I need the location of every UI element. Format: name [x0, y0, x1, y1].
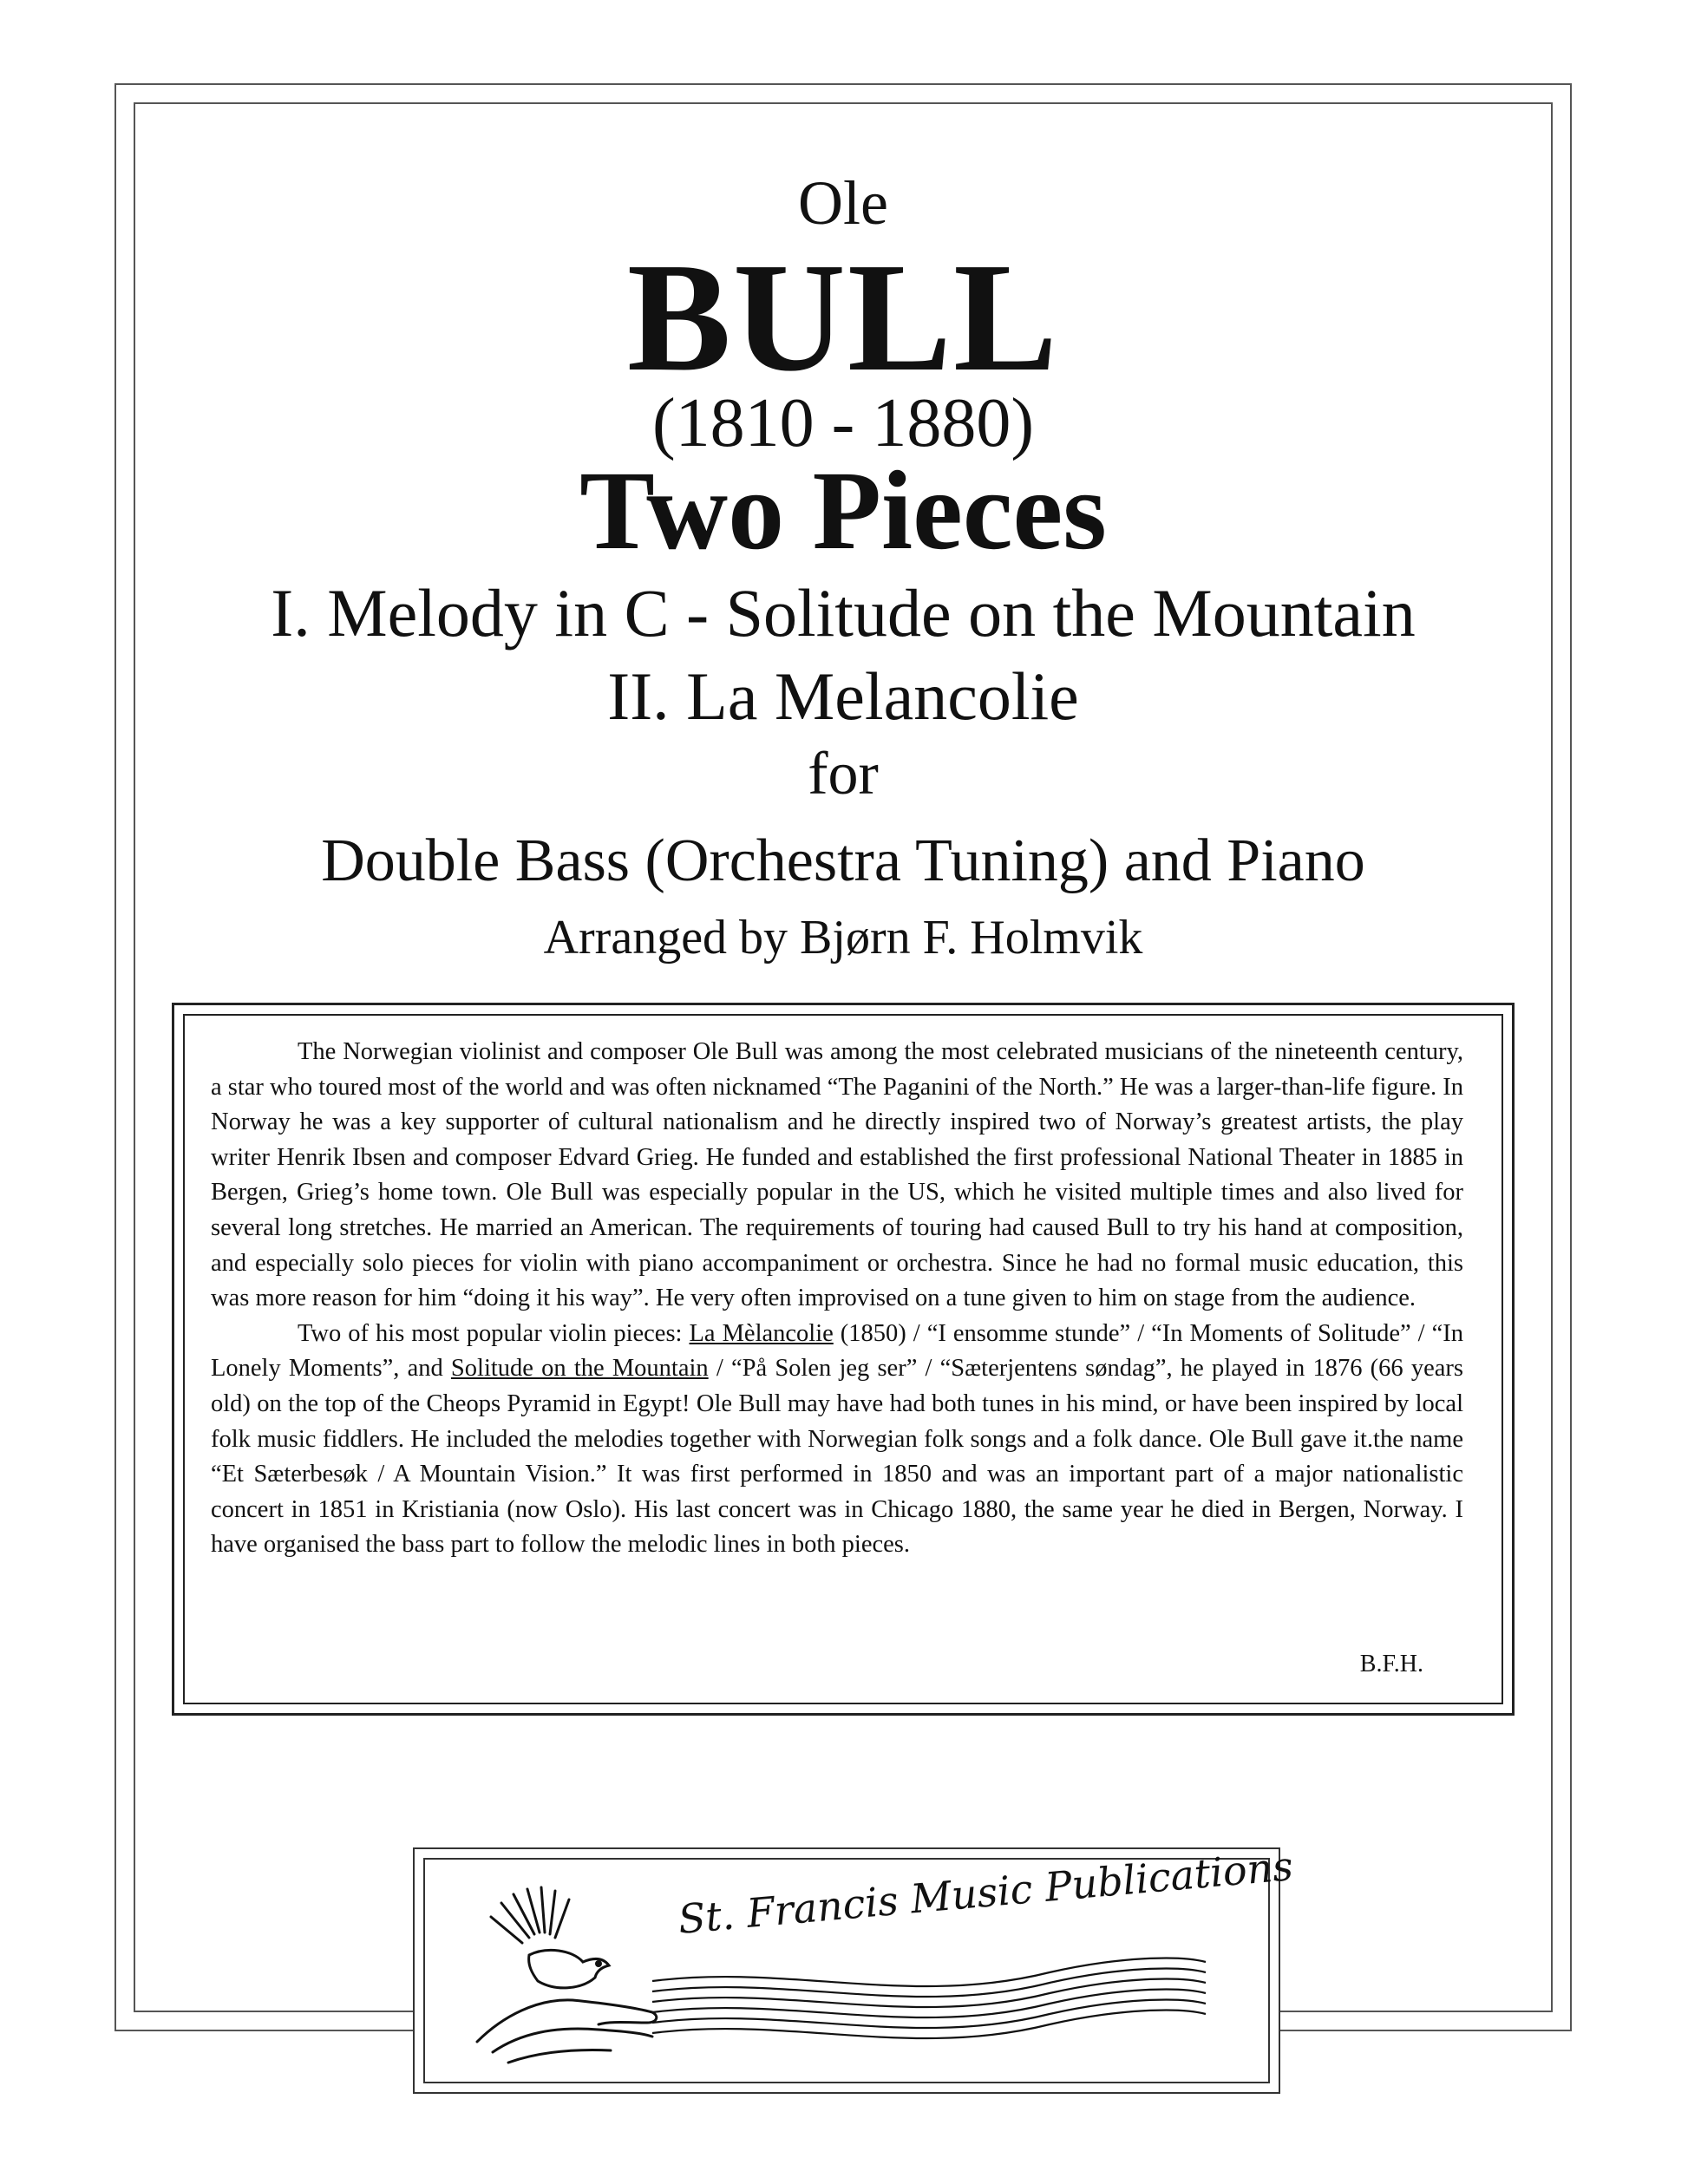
notes-paragraph-2 [211, 1317, 1463, 1563]
notes-p2-middle: (1850) / “I ensomme stunde” / “In Moments of Solitude” / “In Lonely Moments”, and [211, 1319, 1463, 1383]
work-title: Two Pieces [579, 448, 1107, 573]
notes-signature: B.F.H. [1359, 1651, 1423, 1677]
composer-first-name: Ole [798, 168, 888, 238]
program-notes-box [172, 1003, 1515, 1716]
for-label: for [808, 741, 879, 808]
instrumentation: Double Bass (Orchestra Tuning) and Piano [321, 827, 1365, 894]
publisher-name: St. Francis Music Publications [676, 1842, 1295, 1943]
piece-title-solitude: Solitude on the Mountain [450, 1355, 709, 1383]
program-notes-inner [183, 1014, 1503, 1704]
piece-title-la-melancolie: La Mèlancolie [689, 1319, 834, 1347]
composer-last-name: BULL [626, 231, 1060, 403]
composer-dates: (1810 - 1880) [652, 385, 1034, 461]
publisher-logo-inner [423, 1842, 1295, 2083]
movement-1-title: I. Melody in C - Solitude on the Mountain [271, 575, 1416, 651]
notes-paragraph-1: The Norwegian violinist and composer Ole Bull was among the most celebrated musicians of the nineteenth century, a star who toured most of the world and was often nicknamed “The Paganini of the North.” He was a larger-than-life figure. In Norway he was a key supporter of cultural nationalism and he directly inspired two of Norway’s greatest artists, the play writer Henrik Ibsen and composer Edvard Grieg. He funded and established the first professional National Theater in 1885 in Bergen, Grieg’s home town. Ole Bull was especially popular in the US, which he visited multiple times and also lived for several long stretches. He married an American. The requirements of touring had caused Bull to try his hand at composition, and especially solo pieces for violin with piano accompaniment or orchestra. Since he had no formal music education, this was more reason for him “doing it his way”. He very often improvised on a tune given to him on stage from the audience. [211, 1038, 1464, 1312]
arranger-credit: Arranged by Bjørn F. Holmvik [543, 911, 1143, 964]
notes-p2-intro: Two of his most popular violin pieces: [298, 1319, 690, 1347]
notes-p2-end: / “På Solen jeg ser” / “Sæterjentens søndag”, he played in 1876 (66 years old) on the top of the Cheops Pyramid in Egypt! Ole Bull may have had both tunes in his mind, or have been inspired by local folk music fiddlers. He included the melodies together with Norwegian folk songs and a folk dance. Ole Bull gave it.the name “Et Sæterbesøk / A Mountain Vision.” It was first performed in 1850 and was an important part of a major nationalistic concert in 1851 in Kristiania (now Oslo). His last concert was in Chicago 1880, the same year he died in Bergen, Norway. I have organised the bass part to follow the melodic lines in both pieces. [211, 1355, 1463, 1559]
publisher-logo-box [413, 1842, 1295, 2094]
movement-2-title: II. La Melancolie [607, 658, 1079, 734]
